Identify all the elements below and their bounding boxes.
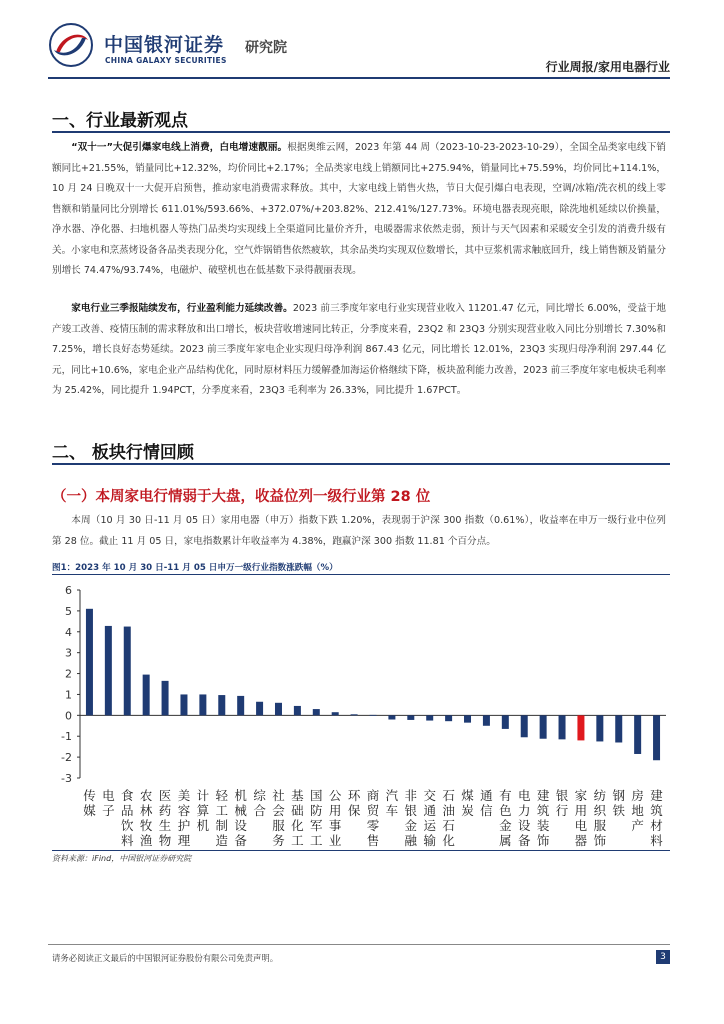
x-tick-label-char: 综 <box>253 788 266 803</box>
x-tick-label-char: 零 <box>366 818 380 833</box>
x-tick-label-char: 铁 <box>612 803 625 818</box>
x-tick-label-char: 交 <box>423 788 436 803</box>
x-tick-label-char: 运 <box>423 818 436 833</box>
bar-12 <box>294 706 301 715</box>
x-tick-label-char: 机 <box>234 788 247 803</box>
x-tick-label-char: 工 <box>310 833 323 848</box>
x-tick-label-char: 织 <box>593 803 607 818</box>
x-tick-label-char: 合 <box>253 803 266 818</box>
industry-return-bar-chart <box>52 578 672 850</box>
x-tick-label-char: 用 <box>574 803 588 818</box>
figure-source: 资料来源：iFind，中国银河证券研究院 <box>52 854 192 863</box>
x-tick-label-char: 环 <box>347 788 361 803</box>
x-tick-label-char: 物 <box>158 833 172 848</box>
x-tick-label-char: 车 <box>385 803 399 818</box>
x-tick-label-char: 容 <box>177 803 191 818</box>
bar-17 <box>388 715 395 719</box>
bar-25 <box>540 715 547 738</box>
bar-15 <box>351 714 358 715</box>
x-tick-label-char: 产 <box>631 818 644 833</box>
x-tick-label-char: 医 <box>158 788 172 803</box>
p2-body: 2023 前三季度年家电行业实现营业收入 11201.47 亿元，同比增长 6.00%，受益于地产竣工改善、疫情压制的需求释放和出口增长，板块营收增速同比转正，分季度来看，23Q2 和 23Q3 分别实现营业收入同比分别增长 7.30%和 7.25%，增长良好态势延续。2023 前三季度年家电企业实现归母净利润 867.43 亿元，同比增长 12.01%，23Q3 实现归母净利润 297.44 亿元，同比+10.6%，家电企业产品结构优化，同时原材料压力缓解叠加海运价格继续下降，板块盈利能力改善，2023 前三季度年家电板块毛利率为 25.42%，同比提升 1.94PCT，分季度来看，23Q3 毛利率为 26.33%，同比提升 1.67PCT。 <box>52 303 667 396</box>
x-tick-label-char: 建 <box>536 788 550 803</box>
x-tick-label-char: 家 <box>574 788 588 803</box>
x-tick-label-char: 房 <box>631 788 644 803</box>
x-tick-label-char: 饮 <box>121 818 134 833</box>
y-tick-label: 6 <box>65 584 72 597</box>
y-tick-label: 4 <box>65 625 72 639</box>
x-tick-label-char: 行 <box>555 803 569 818</box>
bar-24 <box>521 715 528 737</box>
x-tick-label-char: 器 <box>574 833 588 848</box>
figure-title: 图1：2023 年 10 月 30 日-11 月 05 日申万一级行业指数涨跌幅（%） <box>52 563 338 573</box>
x-tick-label-char: 工 <box>215 803 229 818</box>
bar-20 <box>445 715 452 721</box>
bar-14 <box>332 712 339 715</box>
x-tick-label-char: 国 <box>310 788 323 803</box>
bar-26 <box>559 715 566 739</box>
x-tick-label-char: 石 <box>442 818 455 833</box>
x-tick-label-char: 服 <box>272 818 285 833</box>
x-tick-label-char: 筑 <box>650 803 663 818</box>
x-tick-label-char: 械 <box>234 803 247 818</box>
x-tick-label-char: 材 <box>650 818 663 833</box>
bar-7 <box>199 694 206 715</box>
x-tick-label-char: 电 <box>574 818 588 833</box>
x-tick-label-char: 林 <box>139 803 153 818</box>
x-tick-label-char: 输 <box>423 833 436 848</box>
x-tick-label-char: 子 <box>102 803 115 818</box>
x-tick-label-char: 饰 <box>536 833 550 848</box>
bar-6 <box>180 694 187 715</box>
y-tick-label: 5 <box>65 604 72 618</box>
bar-2 <box>105 626 112 715</box>
bar-13 <box>313 709 320 715</box>
bar-16 <box>370 715 377 716</box>
bar-28 <box>596 715 603 741</box>
x-tick-label-char: 汽 <box>385 788 399 803</box>
x-tick-label-char: 金 <box>499 818 512 833</box>
x-tick-label-char: 金 <box>404 818 418 833</box>
bar-30 <box>634 715 641 754</box>
section1-title: 一、行业最新观点 <box>52 111 188 131</box>
x-tick-label-char: 售 <box>366 833 380 848</box>
page-number: 3 <box>656 950 670 964</box>
x-tick-label-char: 理 <box>177 833 191 848</box>
x-tick-label-char: 生 <box>158 818 172 833</box>
section1-divider <box>52 131 670 133</box>
x-tick-label-char: 石 <box>442 788 455 803</box>
x-tick-label-char: 煤 <box>461 788 474 803</box>
x-tick-label-char: 纺 <box>593 788 607 803</box>
y-tick-label: 2 <box>65 667 72 681</box>
section2-title: 二、 板块行情回顾 <box>52 443 194 463</box>
x-tick-label-char: 装 <box>536 818 550 833</box>
x-tick-label-char: 牧 <box>139 818 153 833</box>
bar-11 <box>275 703 282 716</box>
page-header <box>0 0 724 80</box>
footer-divider <box>48 944 670 945</box>
p1-body: 根据奥维云网，2023 年第 44 周（2023-10-23-2023-10-29），全国全品类家电线下销额同比+21.55%，销量同比+12.32%，均价同比+2.17%；全品类家电线上销额同比+275.94%，销量同比+75.59%，均价同比+114.1%，10 月 24 日晚双十一大促开启预售，推动家电消费需求释放。其中，大家电线上销售火热，节日大促引爆白电表现，空调/冰箱/洗衣机的线上零售额和销量同比分别增长 611.01%/593.66%、+372.07%/+203.82%、212.41%/127.73%。环境电器表现亮眼，除洗地机延续以价换量，净水器、净化器、扫地机器人等热门品类均实现线上全渠道同比量价齐升，电暖器需求依然走弱，预计与天气因素和采暖安全引发的消费升级有关。小家电和烹蒸烤设备各品类表现分化，空气炸锅销售依然疲软，其余品类均实现双位数增长，其中豆浆机需求触底回升，线上销售额及销量分别增长 74.47%/93.74%，电磁炉、破壁机也在低基数下录得靓丽表现。 <box>52 142 666 276</box>
bar-10 <box>256 702 263 716</box>
section2-paragraph: 本周（10 月 30 日-11 月 05 日）家用电器（申万）指数下跌 1.20%，表现弱于沪深 300 指数（0.61%），收益率在申万一级行业中位列第 28 位。截止 11 月 05 日，家电指数累计年收益率为 4.38%，跑赢沪深 300 指数 11.81 个百分点。 <box>52 515 666 547</box>
x-tick-label-char: 军 <box>310 818 323 833</box>
x-tick-label-char: 药 <box>158 803 172 818</box>
y-tick-label: -1 <box>61 730 72 744</box>
x-tick-label-char: 料 <box>121 833 134 848</box>
y-tick-label: 0 <box>65 709 72 723</box>
footer-disclaimer: 请务必阅读正文最后的中国银河证券股份有限公司免责声明。 <box>52 953 279 963</box>
x-tick-label-char: 用 <box>328 803 342 818</box>
x-tick-label-char: 非 <box>404 788 418 803</box>
bar-19 <box>426 715 433 720</box>
bar-1 <box>86 609 93 716</box>
x-tick-label-char: 础 <box>291 803 304 818</box>
bar-23 <box>502 715 509 729</box>
section1-paragraph2 <box>52 299 666 402</box>
x-tick-label-char: 色 <box>499 803 512 818</box>
x-tick-label-char: 力 <box>517 803 531 818</box>
x-tick-label-char: 防 <box>310 803 323 818</box>
bar-18 <box>407 715 414 720</box>
x-tick-label-char: 属 <box>499 833 512 848</box>
galaxy-logo-icon <box>48 22 94 68</box>
bar-5 <box>162 681 169 715</box>
x-tick-label-char: 信 <box>480 803 493 818</box>
x-tick-label-char: 化 <box>291 818 304 833</box>
bar-3 <box>124 627 131 716</box>
x-tick-label-char: 通 <box>480 788 493 803</box>
x-tick-label-char: 设 <box>517 818 531 833</box>
bar-27 <box>577 715 584 740</box>
x-tick-label-char: 事 <box>328 818 342 833</box>
section2-divider <box>52 463 670 465</box>
x-tick-label-char: 业 <box>328 833 342 848</box>
figure-top-rule <box>52 574 670 575</box>
y-tick-label: -2 <box>61 751 72 765</box>
x-tick-label-char: 备 <box>234 833 247 848</box>
x-tick-label-char: 地 <box>631 803 644 818</box>
x-tick-label-char: 有 <box>499 788 512 803</box>
x-tick-label-char: 筑 <box>536 803 550 818</box>
x-tick-label-char: 建 <box>650 788 663 803</box>
x-tick-label-char: 务 <box>272 833 285 848</box>
x-tick-label-char: 媒 <box>83 803 96 818</box>
bar-9 <box>237 696 244 715</box>
bar-22 <box>483 715 490 725</box>
bar-8 <box>218 695 225 715</box>
header-divider <box>48 77 670 79</box>
x-tick-label-char: 计 <box>196 788 210 803</box>
x-tick-label-char: 饰 <box>593 833 607 848</box>
bar-31 <box>653 715 660 760</box>
brand-name-en: CHINA GALAXY SECURITIES <box>105 56 227 65</box>
x-tick-label-char: 品 <box>121 803 134 818</box>
x-tick-label-char: 工 <box>291 833 304 848</box>
section2-subtitle: （一）本周家电行情弱于大盘，收益位列一级行业第 28 位 <box>52 489 431 505</box>
x-tick-label-char: 商 <box>366 788 380 803</box>
bar-4 <box>143 675 150 716</box>
figure-bottom-rule <box>52 850 670 851</box>
x-tick-label-char: 通 <box>423 803 436 818</box>
y-tick-label: 1 <box>65 688 72 702</box>
x-tick-label-char: 传 <box>83 788 96 803</box>
x-tick-label-char: 基 <box>291 788 304 803</box>
x-tick-label-char: 银 <box>404 803 418 818</box>
x-tick-label-char: 社 <box>272 788 285 803</box>
x-tick-label-char: 服 <box>593 818 607 833</box>
brand-name-cn: 中国银河证券 <box>104 34 225 56</box>
x-tick-label-char: 机 <box>196 818 210 833</box>
section1-paragraph1 <box>52 138 666 282</box>
x-tick-label-char: 设 <box>234 818 247 833</box>
brand-sub: 研究院 <box>245 40 287 56</box>
x-tick-label-char: 钢 <box>612 788 625 803</box>
y-tick-label: 3 <box>65 646 72 660</box>
y-tick-label: -3 <box>61 772 72 785</box>
x-tick-label-char: 备 <box>517 833 531 848</box>
x-tick-label-char: 公 <box>328 788 342 803</box>
bar-21 <box>464 715 471 722</box>
p2-lead: 家电行业三季报陆续发布，行业盈利能力延续改善。 <box>71 303 293 314</box>
x-tick-label-char: 制 <box>215 818 229 833</box>
x-tick-label-char: 炭 <box>461 803 474 818</box>
x-tick-label-char: 银 <box>555 788 569 803</box>
x-tick-label-char: 电 <box>102 788 115 803</box>
x-tick-label-char: 会 <box>272 803 285 818</box>
x-tick-label-char: 造 <box>215 833 229 848</box>
p1-lead: “双十一”大促引爆家电线上消费，白电增速靓丽。 <box>71 142 288 153</box>
x-tick-label-char: 食 <box>121 788 134 803</box>
bar-29 <box>615 715 622 742</box>
x-tick-label-char: 油 <box>442 803 455 818</box>
x-tick-label-char: 贸 <box>366 803 380 818</box>
x-tick-label-char: 护 <box>177 818 191 833</box>
x-tick-label-char: 料 <box>650 833 663 848</box>
x-tick-label-char: 电 <box>517 788 531 803</box>
x-tick-label-char: 轻 <box>215 788 229 803</box>
x-tick-label-char: 化 <box>442 833 455 848</box>
x-tick-label-char: 美 <box>177 788 191 803</box>
report-type: 行业周报/家用电器行业 <box>545 60 670 74</box>
x-tick-label-char: 农 <box>139 788 153 803</box>
x-tick-label-char: 渔 <box>139 833 153 848</box>
x-tick-label-char: 算 <box>196 803 210 818</box>
x-tick-label-char: 融 <box>404 833 418 848</box>
x-tick-label-char: 保 <box>347 803 361 818</box>
